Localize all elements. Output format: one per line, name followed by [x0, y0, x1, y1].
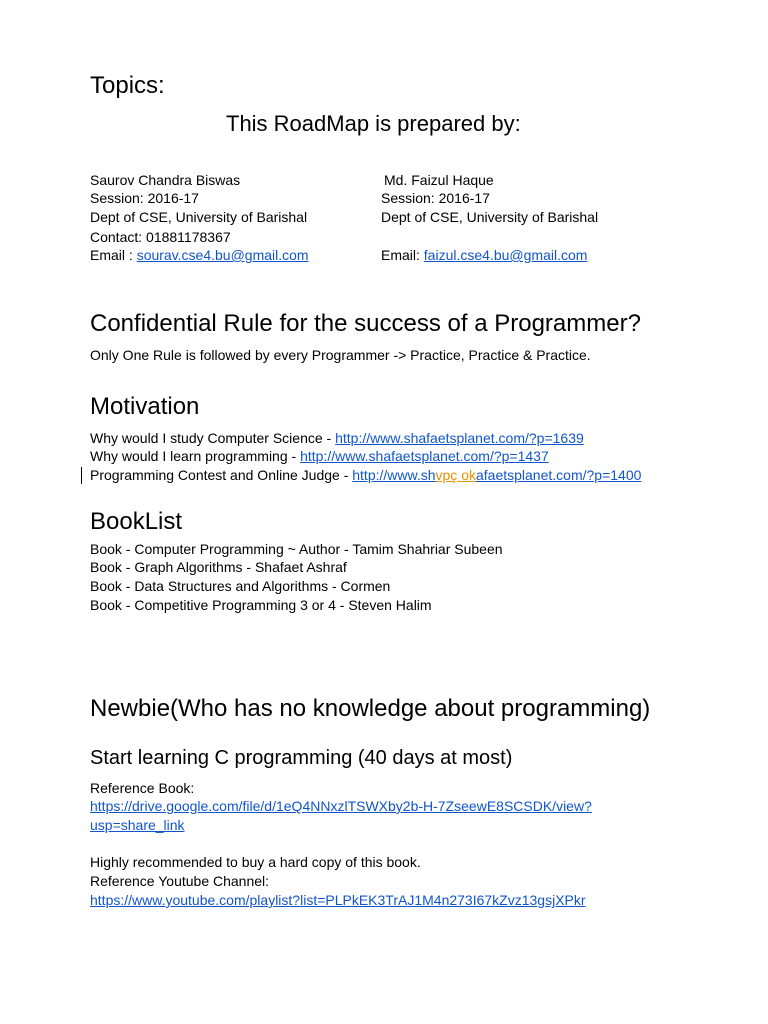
- motivation-heading: Motivation: [90, 393, 200, 420]
- author-right-dept: Dept of CSE, University of Barishal: [381, 209, 599, 225]
- newbie-heading: Newbie(Who has no knowledge about programming): [90, 695, 651, 722]
- book-item: Book - Competitive Programming 3 or 4 - Steven Halim: [90, 597, 432, 613]
- motivation-link[interactable]: [352, 467, 641, 483]
- motivation-line-text: Why would I learn programming -: [90, 448, 301, 464]
- author-left-email-link[interactable]: sourav.cse4.bu@gmail.com: [136, 247, 309, 263]
- newbie-subheading: Start learning C programming (40 days at most): [90, 747, 513, 769]
- author-right-name: Md. Faizul Haque: [384, 172, 494, 188]
- author-right-email-label: Email:: [381, 247, 424, 263]
- youtube-label: Reference Youtube Channel:: [90, 873, 270, 889]
- roadmap-author-heading: This RoadMap is prepared by:: [226, 111, 521, 136]
- motivation-link-part: afaetsplanet.com/?p=1400: [475, 467, 642, 483]
- book-item: Book - Computer Programming ~ Author - Tamim Shahriar Subeen: [90, 541, 503, 557]
- booklist-heading: BookList: [90, 508, 183, 535]
- recommend-text: Highly recommended to buy a hard copy of this book.: [90, 854, 421, 870]
- confidential-text: Only One Rule is followed by every Programmer -> Practice, Practice & Practice.: [90, 347, 591, 363]
- motivation-line: [90, 429, 584, 448]
- author-right-email-line: [381, 246, 587, 265]
- motivation-link[interactable]: http://www.shafaetsplanet.com/?p=1639: [335, 430, 584, 446]
- author-left-session: Session: 2016-17: [90, 190, 199, 206]
- author-left-name: Saurov Chandra Biswas: [90, 172, 241, 188]
- suggestion-highlight[interactable]: vpç ok: [435, 467, 476, 483]
- confidential-heading: Confidential Rule for the success of a Programmer?: [90, 310, 641, 337]
- motivation-line-text: Why would I study Computer Science -: [90, 430, 336, 446]
- reference-book-link-cont[interactable]: usp=share_link: [90, 817, 185, 833]
- book-item: Book - Data Structures and Algorithms - Cormen: [90, 578, 391, 594]
- reference-book-link[interactable]: https://drive.google.com/file/d/1eQ4NNxzlTSWXby2b-H-7ZseewE8SCSDK/view?: [90, 798, 592, 814]
- reference-book-label: Reference Book:: [90, 780, 195, 796]
- text-cursor: [81, 467, 82, 484]
- book-item: Book - Graph Algorithms - Shafaet Ashraf: [90, 559, 347, 575]
- author-right-session: Session: 2016-17: [381, 190, 490, 206]
- motivation-line: [90, 447, 549, 466]
- author-left-contact: Contact: 01881178367: [90, 229, 231, 245]
- motivation-line: [90, 466, 641, 485]
- motivation-link-part: http://www.sh: [352, 467, 436, 483]
- youtube-link[interactable]: https://www.youtube.com/playlist?list=PLPkEK3TrAJ1M4n273I67kZvz13gsjXPkr: [90, 892, 586, 908]
- motivation-link[interactable]: http://www.shafaetsplanet.com/?p=1437: [300, 448, 549, 464]
- author-right-email-link[interactable]: faizul.cse4.bu@gmail.com: [423, 247, 588, 263]
- motivation-line-text: Programming Contest and Online Judge -: [90, 467, 353, 483]
- topics-heading: Topics:: [90, 72, 165, 99]
- author-left-email-label: Email :: [90, 247, 137, 263]
- author-left-email-line: [90, 246, 309, 265]
- author-left-dept: Dept of CSE, University of Barishal: [90, 209, 308, 225]
